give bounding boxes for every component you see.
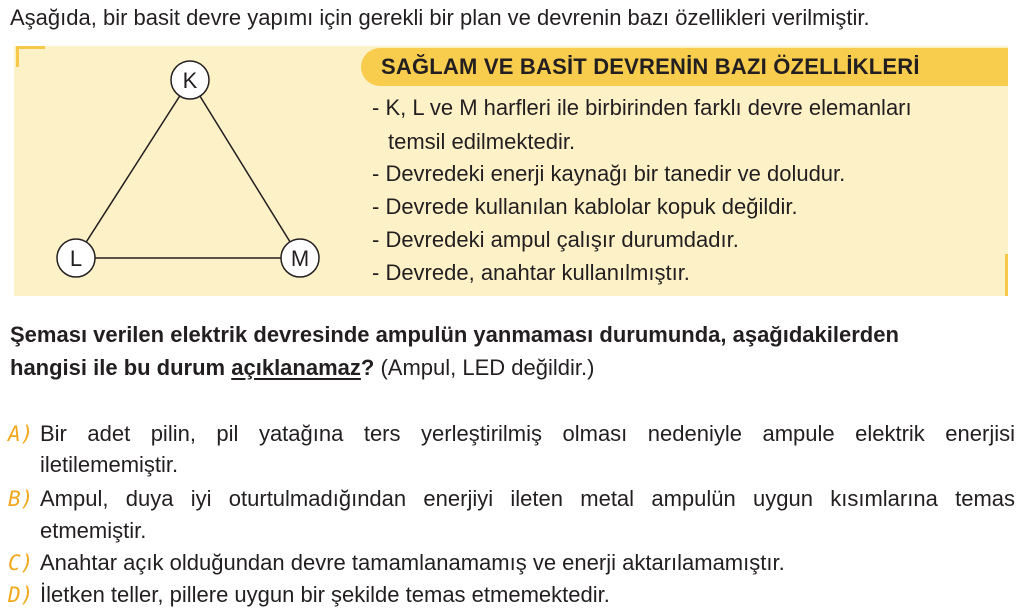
property-item: - Devredeki enerji kaynağı bir tanedir ve doludur. <box>372 161 846 186</box>
wire-k-l <box>76 80 190 258</box>
property-item: - Devredeki ampul çalışır durumdadır. <box>372 227 739 252</box>
properties-title: SAĞLAM VE BASİT DEVRENİN BAZI ÖZELLİKLERİ <box>381 54 920 79</box>
panel-corner-decoration-bottom <box>1005 254 1008 296</box>
node-l-label: L <box>69 246 83 271</box>
node-m-label: M <box>290 246 310 271</box>
option-d-letter: D) <box>8 583 34 607</box>
question-line-1: Şeması verilen elektrik devresinde ampulün yanmaması durumunda, aşağıdakilerden <box>10 322 899 347</box>
option-a-text-line-2: iletilememiştir. <box>40 452 179 477</box>
circuit-diagram <box>14 46 354 296</box>
question-mark: ? <box>360 355 375 380</box>
property-item: - K, L ve M harfleri ile birbirinden farklı devre elemanları <box>372 95 912 120</box>
node-l <box>57 239 95 277</box>
option-b-letter: B) <box>8 487 34 511</box>
question-emphasis: açıklanamaz <box>231 355 361 380</box>
wire-k-m <box>190 80 300 258</box>
property-item: - Devrede, anahtar kullanılmıştır. <box>372 260 690 285</box>
question-prefix: hangisi ile bu durum <box>10 355 232 380</box>
option-d-text: İletken teller, pillere uygun bir şekilde temas etmemektedir. <box>40 582 610 607</box>
property-item: temsil edilmektedir. <box>388 129 576 154</box>
info-panel <box>14 46 1008 296</box>
intro-text: Aşağıda, bir basit devre yapımı için gerekli bir plan ve devrenin bazı özellikleri verilmiştir. <box>10 5 870 30</box>
question-line-2 <box>10 353 594 383</box>
node-k-label: K <box>182 68 198 93</box>
property-item: - Devrede kullanılan kablolar kopuk değildir. <box>372 194 798 219</box>
node-m <box>281 239 319 277</box>
option-a-letter: A) <box>8 422 34 446</box>
option-b-text-line-1: Ampul, duya iyi oturtulmadığından enerjiyi ileten metal ampulün uygun kısımlarına temas <box>40 486 1015 511</box>
option-a-text-line-1: Bir adet pilin, pil yatağına ters yerleştirilmiş olması nedeniyle ampule elektrik enerjisi <box>40 421 1015 446</box>
question-note: (Ampul, LED değildir.) <box>374 355 595 380</box>
option-c-text: Anahtar açık olduğundan devre tamamlanamamış ve enerji aktarılamamıştır. <box>40 550 785 575</box>
option-b-text-line-2: etmemiştir. <box>40 518 147 543</box>
node-k <box>171 61 209 99</box>
option-c-letter: C) <box>8 551 34 575</box>
